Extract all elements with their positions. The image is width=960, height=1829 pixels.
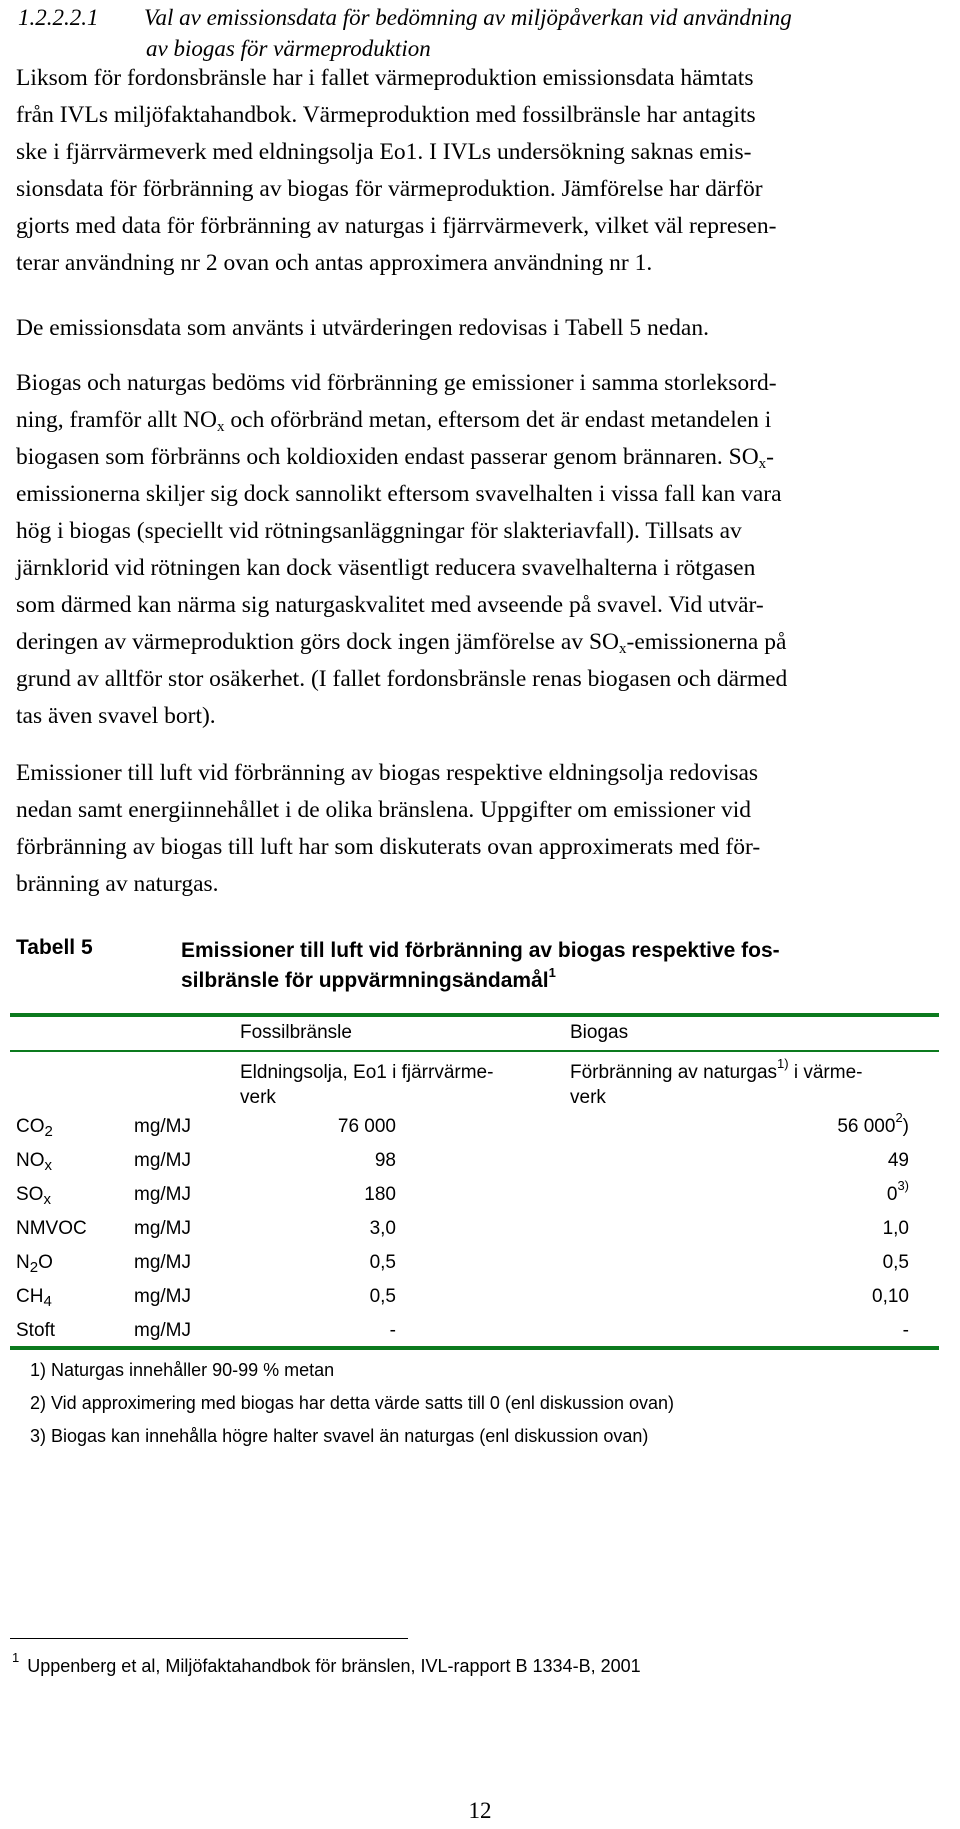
table-subheader-row <box>10 1050 939 1110</box>
row-fossil-value: 0,5 <box>369 1286 396 1307</box>
footnote-mark: 1 <box>12 1650 20 1665</box>
row-substance <box>10 1110 134 1144</box>
subheader-fossil-line1: Eldningsolja, Eo1 i fjärrvärme- <box>240 1062 494 1083</box>
row-unit: mg/MJ <box>134 1116 191 1137</box>
subscript: x <box>619 641 627 657</box>
text-line: Liksom för fordonsbränsle har i fallet värmeproduktion emissionsdata hämtats <box>16 65 754 91</box>
text-run: ning, framför allt NO <box>16 407 218 433</box>
row-fossil-value: 0,5 <box>369 1252 396 1273</box>
text-line: terar användning nr 2 ovan och antas approximera användning nr 1. <box>16 250 653 276</box>
text-run: - <box>766 444 774 470</box>
row-fossil-value: - <box>389 1320 396 1341</box>
subheader-biogas <box>570 1050 939 1110</box>
text-line: förbränning av biogas till luft har som diskuterats ovan approximerats med för- <box>16 834 761 860</box>
section-title-line1: Val av emissionsdata för bedömning av miljöpåverkan vid användning <box>144 5 792 30</box>
biogas-number: 0 <box>886 1184 898 1205</box>
subheader-biogas-line2: verk <box>570 1087 606 1108</box>
emissions-table <box>10 1016 939 1348</box>
table-bottom-rule <box>10 1346 939 1350</box>
substance-name: CH <box>16 1286 44 1307</box>
substance-name: Stoft <box>16 1320 56 1341</box>
table-title-line1: Emissioner till luft vid förbränning av biogas respektive fos- <box>181 939 780 962</box>
row-fossil-value: 76 000 <box>337 1116 396 1137</box>
paragraph-4 <box>16 755 948 903</box>
text-line <box>16 439 948 476</box>
text-line: ske i fjärrvärmeverk med eldningsolja Eo1. I IVLs undersökning saknas emis- <box>16 139 752 165</box>
table-label: Tabell 5 <box>16 936 93 959</box>
subscript: 2 <box>29 1259 39 1276</box>
text-line: järnklorid vid rötningen kan dock väsentligt reducera svavelhalterna i rötgasen <box>16 555 756 581</box>
subscript: 4 <box>43 1293 52 1310</box>
table-row <box>10 1110 939 1144</box>
table-row <box>10 1212 939 1246</box>
substance-name-tail: O <box>38 1252 53 1273</box>
text-line: tas även svavel bort). <box>16 703 216 729</box>
footnote <box>12 1650 641 1677</box>
substance-name: SO <box>16 1184 44 1205</box>
table-row <box>10 1144 939 1178</box>
row-fossil-value: 180 <box>364 1184 396 1205</box>
row-unit: mg/MJ <box>134 1286 191 1307</box>
row-unit: mg/MJ <box>134 1252 191 1273</box>
text-line: Biogas och naturgas bedöms vid förbränning ge emissioner i samma storleksord- <box>16 370 777 396</box>
table-body <box>10 1110 939 1348</box>
table-header-row <box>10 1016 939 1050</box>
table-title-line2: silbränsle för uppvärmningsändamål <box>181 969 549 992</box>
header-fossil: Fossilbränsle <box>240 1022 352 1043</box>
table-notes <box>30 1354 674 1453</box>
table-row <box>10 1280 939 1314</box>
table-note: 2) Vid approximering med biogas har detta värde satts till 0 (enl diskussion ovan) <box>30 1393 675 1413</box>
substance-name: NMVOC <box>16 1218 87 1239</box>
row-biogas-value <box>570 1144 939 1178</box>
biogas-number: 49 <box>887 1150 909 1171</box>
section-title-line2: av biogas för värmeproduktion <box>146 36 431 61</box>
table-row <box>10 1178 939 1212</box>
text-run: deringen av värmeproduktion görs dock ingen jämförelse av SO <box>16 629 620 655</box>
text-line: sionsdata för förbränning av biogas för värmeproduktion. Jämförelse har därför <box>16 176 763 202</box>
text-line <box>16 402 948 439</box>
footnote-text: Uppenberg et al, Miljöfaktahandbok för bränslen, IVL-rapport B 1334-B, 2001 <box>27 1656 641 1676</box>
table-note: 3) Biogas kan innehålla högre halter svavel än naturgas (enl diskussion ovan) <box>30 1426 649 1446</box>
subscript: x <box>43 1191 51 1208</box>
text-run: i värme- <box>788 1062 863 1083</box>
section-number: 1.2.2.2.1 <box>18 5 99 30</box>
table-title <box>181 936 941 996</box>
subheader-fossil <box>240 1050 570 1110</box>
row-biogas-value <box>570 1178 939 1212</box>
table-row <box>10 1314 939 1348</box>
subscript: x <box>217 419 225 435</box>
row-unit: mg/MJ <box>134 1320 191 1341</box>
row-fossil-value: 98 <box>374 1150 396 1171</box>
subscript: x <box>44 1157 52 1174</box>
page-number: 12 <box>468 1798 492 1823</box>
text-line: Emissioner till luft vid förbränning av biogas respektive eldningsolja redovisas <box>16 760 759 786</box>
row-substance <box>10 1314 134 1348</box>
text-run: -emissionerna på <box>626 629 787 655</box>
text-run: Förbränning av naturgas <box>570 1062 778 1083</box>
row-biogas-value <box>570 1314 939 1348</box>
row-substance <box>10 1178 134 1212</box>
text-line: hög i biogas (speciellt vid rötningsanläggningar för slakteriavfall). Tillsats av <box>16 518 742 544</box>
text-line: emissionerna skiljer sig dock sannolikt eftersom svavelhalten i vissa fall kan vara <box>16 481 782 507</box>
biogas-number: 1,0 <box>882 1218 909 1239</box>
row-unit: mg/MJ <box>134 1150 191 1171</box>
paragraph-1 <box>16 60 948 282</box>
footnote-ref: 2 <box>895 1110 903 1125</box>
text-run: biogasen som förbränns och koldioxiden endast passerar genom brännaren. SO <box>16 444 759 470</box>
biogas-tail: ) <box>902 1116 909 1137</box>
row-unit: mg/MJ <box>134 1218 191 1239</box>
row-unit: mg/MJ <box>134 1184 191 1205</box>
subheader-fossil-line2: verk <box>240 1087 276 1108</box>
biogas-number: 0,5 <box>882 1252 909 1273</box>
text-line: nedan samt energiinnehållet i de olika bränslena. Uppgifter om emissioner vid <box>16 797 752 823</box>
row-substance <box>10 1144 134 1178</box>
substance-name: CO <box>16 1116 45 1137</box>
row-substance <box>10 1212 134 1246</box>
table-note: 1) Naturgas innehåller 90-99 % metan <box>30 1360 335 1380</box>
text-line: från IVLs miljöfaktahandbok. Värmeproduktion med fossilbränsle har antagits <box>16 102 756 128</box>
row-biogas-value <box>570 1280 939 1314</box>
substance-name: N <box>16 1252 30 1273</box>
subscript: 2 <box>44 1123 53 1140</box>
substance-name: NO <box>16 1150 45 1171</box>
row-biogas-value <box>570 1246 939 1280</box>
paragraph-3 <box>16 365 948 735</box>
biogas-number: 56 000 <box>837 1116 896 1137</box>
text-line: bränning av naturgas. <box>16 871 219 897</box>
header-biogas: Biogas <box>570 1022 629 1043</box>
footnote-ref: 1 <box>548 965 556 980</box>
text-line: som därmed kan närma sig naturgaskvalitet med avseende på svavel. Vid utvär- <box>16 592 764 618</box>
text-line: grund av alltför stor osäkerhet. (I fallet fordonsbränsle renas biogasen och därmed <box>16 666 788 692</box>
text-line: gjorts med data för förbränning av naturgas i fjärrvärmeverk, vilket väl represen- <box>16 213 777 239</box>
text-line <box>16 624 948 661</box>
footnote-separator <box>10 1638 408 1639</box>
footnote-ref: 3) <box>897 1178 909 1193</box>
text-line: De emissionsdata som använts i utvärderingen redovisas i Tabell 5 nedan. <box>16 315 709 341</box>
row-biogas-value <box>570 1212 939 1246</box>
paragraph-2 <box>16 310 948 347</box>
footnote-ref: 1) <box>777 1056 789 1071</box>
row-biogas-value <box>570 1110 939 1144</box>
row-substance <box>10 1280 134 1314</box>
table-row <box>10 1246 939 1280</box>
biogas-number: 0,10 <box>872 1286 909 1307</box>
biogas-number: - <box>902 1320 909 1341</box>
text-run: och oförbränd metan, eftersom det är endast metandelen i <box>224 407 772 433</box>
row-fossil-value: 3,0 <box>369 1218 396 1239</box>
subscript: x <box>758 456 767 472</box>
row-substance <box>10 1246 134 1280</box>
section-heading <box>18 2 948 64</box>
